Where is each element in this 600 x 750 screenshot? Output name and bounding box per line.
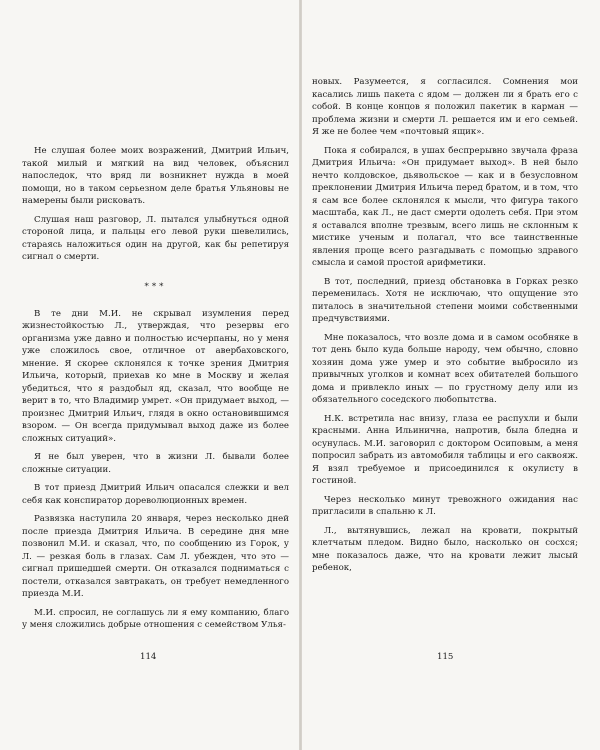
paragraph: В тот приезд Дмитрий Ильич опасался слежки и вел себя как конспиратор дореволюционных времен. — [22, 483, 289, 506]
paragraph: Слушая наш разговор, Л. пытался улыбнуться одной стороной лица, и пальцы его левой руки шевелились, стараясь наложиться один на другой, как бы репетируя сигнал о смерти. — [22, 214, 289, 262]
paragraph-continuation: новых. Разумеется, я согласился. Сомнения мои касались лишь пакета с ядом — должен ли я брать его с собой. В конце концов я положил пакетик в карман — проблема жизни и смерти Л. решается им и его семьей. Я же не более чем «почтовый ящик». — [312, 77, 578, 137]
paragraph: М.И. спросил, не соглашусь ли я ему компанию, благо у меня сложились добрые отношения с семейством Улья- — [22, 607, 289, 630]
page-number: 115 — [437, 652, 454, 662]
left-page — [0, 0, 299, 750]
paragraph: Н.К. встретила нас внизу, глаза ее распухли и были красными. Анна Ильинична, напротив, была бледна и осунулась. М.И. заговорил с доктором Осиповым, а меня попросил забрать из автомобиля таблицы и его саквояж. Я взял требуемое и присоединился к окулисту в гостиной. — [312, 413, 578, 486]
paragraph: Через несколько минут тревожного ожидания нас пригласили в спальню к Л. — [312, 494, 578, 517]
paragraph: Мне показалось, что возле дома и в самом особняке в тот день было куда больше народу, чем обычно, словно хозяин дома уже умер и это событие выбросило из привычных уголков и комнат всех обитателей большого дома и привлекло иных — по грустному делу или из обязательного соседского любопытства. — [312, 332, 578, 405]
paragraph: Не слушая более моих возражений, Дмитрий Ильич, такой милый и мягкий на вид человек, объяснил напоследок, что вряд ли возникнет нужда в моей помощи, но в таком серьезном деле братья Ульяновы не намерены были рисковать. — [22, 146, 289, 206]
paragraph: Развязка наступила 20 января, через несколько дней после приезда Дмитрия Ильича. В середине дня мне позвонил М.И. и сказал, что, по сообщению из Горок, у Л. — резкая боль в глазах. Сам Л. убежден, что это — сигнал пришедшей смерти. Он отказался подниматься с постели, отказался завтракать, он требует немедленного приезда М.И. — [22, 514, 289, 599]
paragraph: В тот, последний, приезд обстановка в Горках резко переменилась. Хотя не исключаю, что ощущение это питалось в значительной степени моими собственными предчувствиями. — [312, 276, 578, 324]
paragraph: В те дни М.И. не скрывал изумления перед жизнестойкостью Л., утверждая, что резервы его организма уже давно и полностью исчерпаны, но у меня уже сложилось свое, отличное от авербаховского, мнение. Я скорее склонялся к точке зрения Дмитрия Ильича, который, приехав ко мне в Москву и желая убедиться, что я раздобыл яд, сказал, что вообще не верит в то, что Владимир умрет. «Он придумает выход, — произнес Дмитрий Ильич, глядя в окно остановившимся взором. — Он всегда придумывал выход даже из более сложных ситуаций». — [22, 308, 289, 444]
paragraph: Пока я собирался, в ушах беспрерывно звучала фраза Дмитрия Ильича: «Он придумает выход». В ней было нечто колдовское, дьявольское — как и в безусловном преклонении Дмитрия Ильича перед братом, и в том, что я сам все более склонялся к мысли, что фигура такого масштаба, как Л., не даст смерти одолеть себя. При этом я оставался вполне трезвым, всего лишь не склонным к мистике ученым и полагал, что все таинственные явления проще всего разгадывать с помощью здравого смысла и самой простой арифметики. — [312, 145, 578, 268]
section-separator: *** — [144, 281, 167, 292]
left-page-text — [22, 145, 289, 632]
page-number: 114 — [140, 652, 157, 662]
paragraph: Л., вытянувшись, лежал на кровати, покрытый клетчатым пледом. Видно было, насколько он сосхся; мне показалось даже, что на кровати лежит лысый ребенок, — [312, 525, 578, 573]
right-page — [302, 0, 600, 750]
right-page-text — [312, 76, 578, 575]
paragraph: Я не был уверен, что в жизни Л. бывали более сложные ситуации. — [22, 452, 289, 475]
